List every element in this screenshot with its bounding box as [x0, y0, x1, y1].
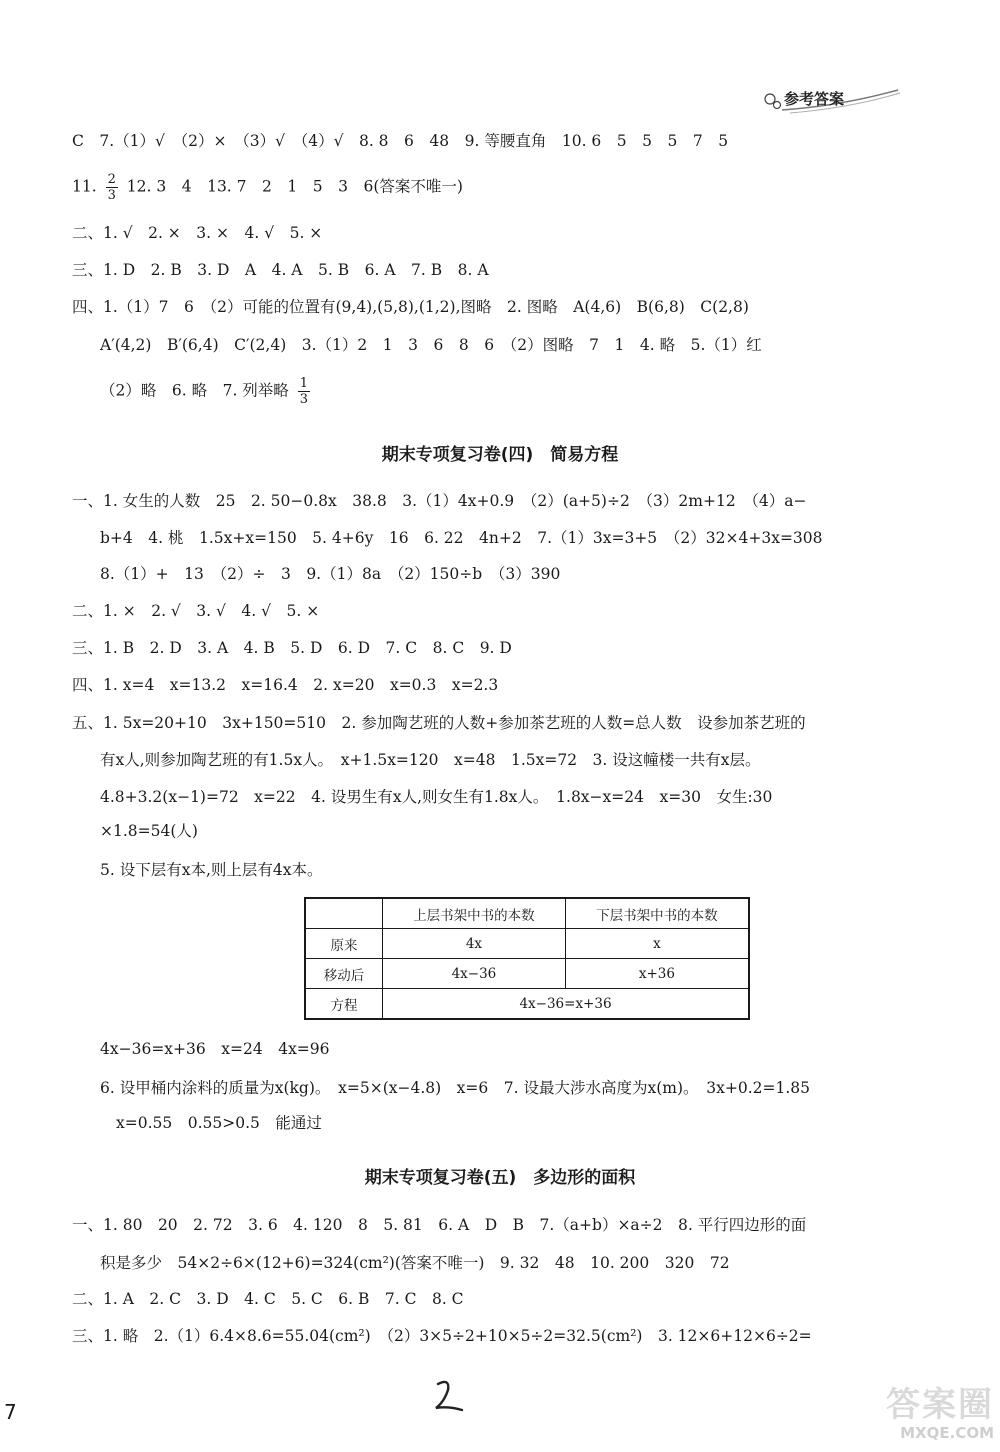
answer-line: ×1.8=54(人): [100, 822, 198, 840]
answer-line: 一、1. 女生的人数 25 2. 50−0.8x 38.8 3.（1）4x+0.9 （2）(a+5)÷2 （3）2m+12 （4）a−: [72, 492, 807, 510]
section-title: 期末专项复习卷(四) 简易方程: [381, 445, 619, 465]
table-cell: 方程: [305, 989, 383, 1020]
table-cell: 4x−36: [383, 959, 566, 989]
answer-line: x=0.55 0.55>0.5 能通过: [116, 1114, 322, 1132]
answer-line: b+4 4. 桃 1.5x+x=150 5. 4+6y 16 6. 22 4n+2 7.（1）3x=3+5 （2）32×4+3x=308: [100, 529, 823, 547]
answer-line: 二、1. √ 2. × 3. × 4. √ 5. ×: [72, 224, 323, 242]
section-title: 期末专项复习卷(五) 多边形的面积: [364, 1168, 636, 1188]
table-cell: 4x: [383, 929, 566, 959]
table-header-cell: 上层书架中书的本数: [383, 898, 566, 929]
page-number: 7: [4, 1400, 17, 1424]
watermark-url: MXQE.COM: [900, 1424, 994, 1442]
answer-line: 5. 设下层有x本,则上层有4x本。: [100, 861, 323, 879]
table-cell: x: [565, 929, 749, 959]
table-cell: [305, 898, 383, 929]
answer-line: 6. 设甲桶内涂料的质量为x(kg)。 x=5×(x−4.8) x=6 7. 设最大涉水高度为x(m)。 3x+0.2=1.85: [100, 1079, 810, 1097]
answer-line: 三、1. 略 2.（1）6.4×8.6=55.04(cm²) （2）3×5÷2+10×5÷2=32.5(cm²) 3. 12×6+12×6÷2=: [72, 1327, 812, 1345]
table-row: [305, 929, 749, 959]
answer-line: A′(4,2) B′(6,4) C′(2,4) 3.（1）2 1 3 6 8 6 （2）图略 7 1 4. 略 5.（1）红: [100, 336, 762, 354]
handwritten-mark-icon: [428, 1376, 468, 1416]
answer-line: 四、1.（1）7 6 （2）可能的位置有(9,4),(5,8),(1,2),图略 2. 图略 A(4,6) B(6,8) C(2,8): [72, 298, 749, 316]
table-cell: 移动后: [305, 959, 383, 989]
answer-line: 三、1. B 2. D 3. A 4. B 5. D 6. D 7. C 8. C 9. D: [72, 639, 512, 657]
answer-line: 8.（1）+ 13 （2）÷ 3 9.（1）8a （2）150÷b （3）390: [100, 565, 561, 583]
watermark-text: 答案圈: [886, 1385, 994, 1425]
answer-line: 五、1. 5x=20+10 3x+150=510 2. 参加陶艺班的人数+参加茶艺班的人数=总人数 设参加茶艺班的: [72, 714, 806, 732]
answer-line: 积是多少 54×2÷6×(12+6)=324(cm²)(答案不唯一) 9. 32 48 10. 200 320 72: [100, 1254, 730, 1272]
answer-line: 二、1. × 2. √ 3. √ 4. √ 5. ×: [72, 602, 320, 620]
fraction: $\frac{2}{3}$: [107, 172, 116, 203]
watermark-logo: [840, 1386, 1000, 1448]
header-answer-badge: [760, 84, 920, 120]
books-table: [304, 897, 750, 1020]
answer-line: 一、1. 80 20 2. 72 3. 6 4. 120 8 5. 81 6. A D B 7.（a+b）×a÷2 8. 平行四边形的面: [72, 1216, 807, 1234]
table-cell: x+36: [565, 959, 749, 989]
answer-line: 三、1. D 2. B 3. D A 4. A 5. B 6. A 7. B 8. A: [72, 261, 489, 279]
answer-line: 四、1. x=4 x=13.2 x=16.4 2. x=20 x=0.3 x=2.3: [72, 676, 499, 694]
table-header-row: [305, 898, 749, 929]
answer-line: C 7.（1）√ （2）× （3）√ （4）√ 8. 8 6 48 9. 等腰直角 10. 6 5 5 5 7 5: [72, 132, 729, 150]
answer-line-fraction: （2）略 6. 略 7. 列举略 $\frac{1}{3}$: [100, 376, 309, 407]
table-cell: 原来: [305, 929, 383, 959]
table-header-cell: 下层书架中书的本数: [565, 898, 749, 929]
answer-line: 4.8+3.2(x−1)=72 x=22 4. 设男生有x人,则女生有1.8x人。 1.8x−x=24 x=30 女生:30: [100, 788, 773, 806]
header-badge-label: 参考答案: [784, 90, 845, 108]
answer-line: 有x人,则参加陶艺班的有1.5x人。 x+1.5x=120 x=48 1.5x=72 3. 设这幢楼一共有x层。: [100, 751, 761, 769]
table-cell: 4x−36=x+36: [383, 989, 750, 1020]
table-row: [305, 989, 749, 1020]
answer-line-fraction: 11. $\frac{2}{3}$ 12. 3 4 13. 7 2 1 5 3 6(答案不唯一): [72, 172, 463, 203]
table-row: [305, 959, 749, 989]
answer-line: 二、1. A 2. C 3. D 4. C 5. C 6. B 7. C 8. C: [72, 1290, 464, 1308]
answer-line: 4x−36=x+36 x=24 4x=96: [100, 1040, 330, 1058]
fraction: $\frac{1}{3}$: [299, 376, 309, 407]
